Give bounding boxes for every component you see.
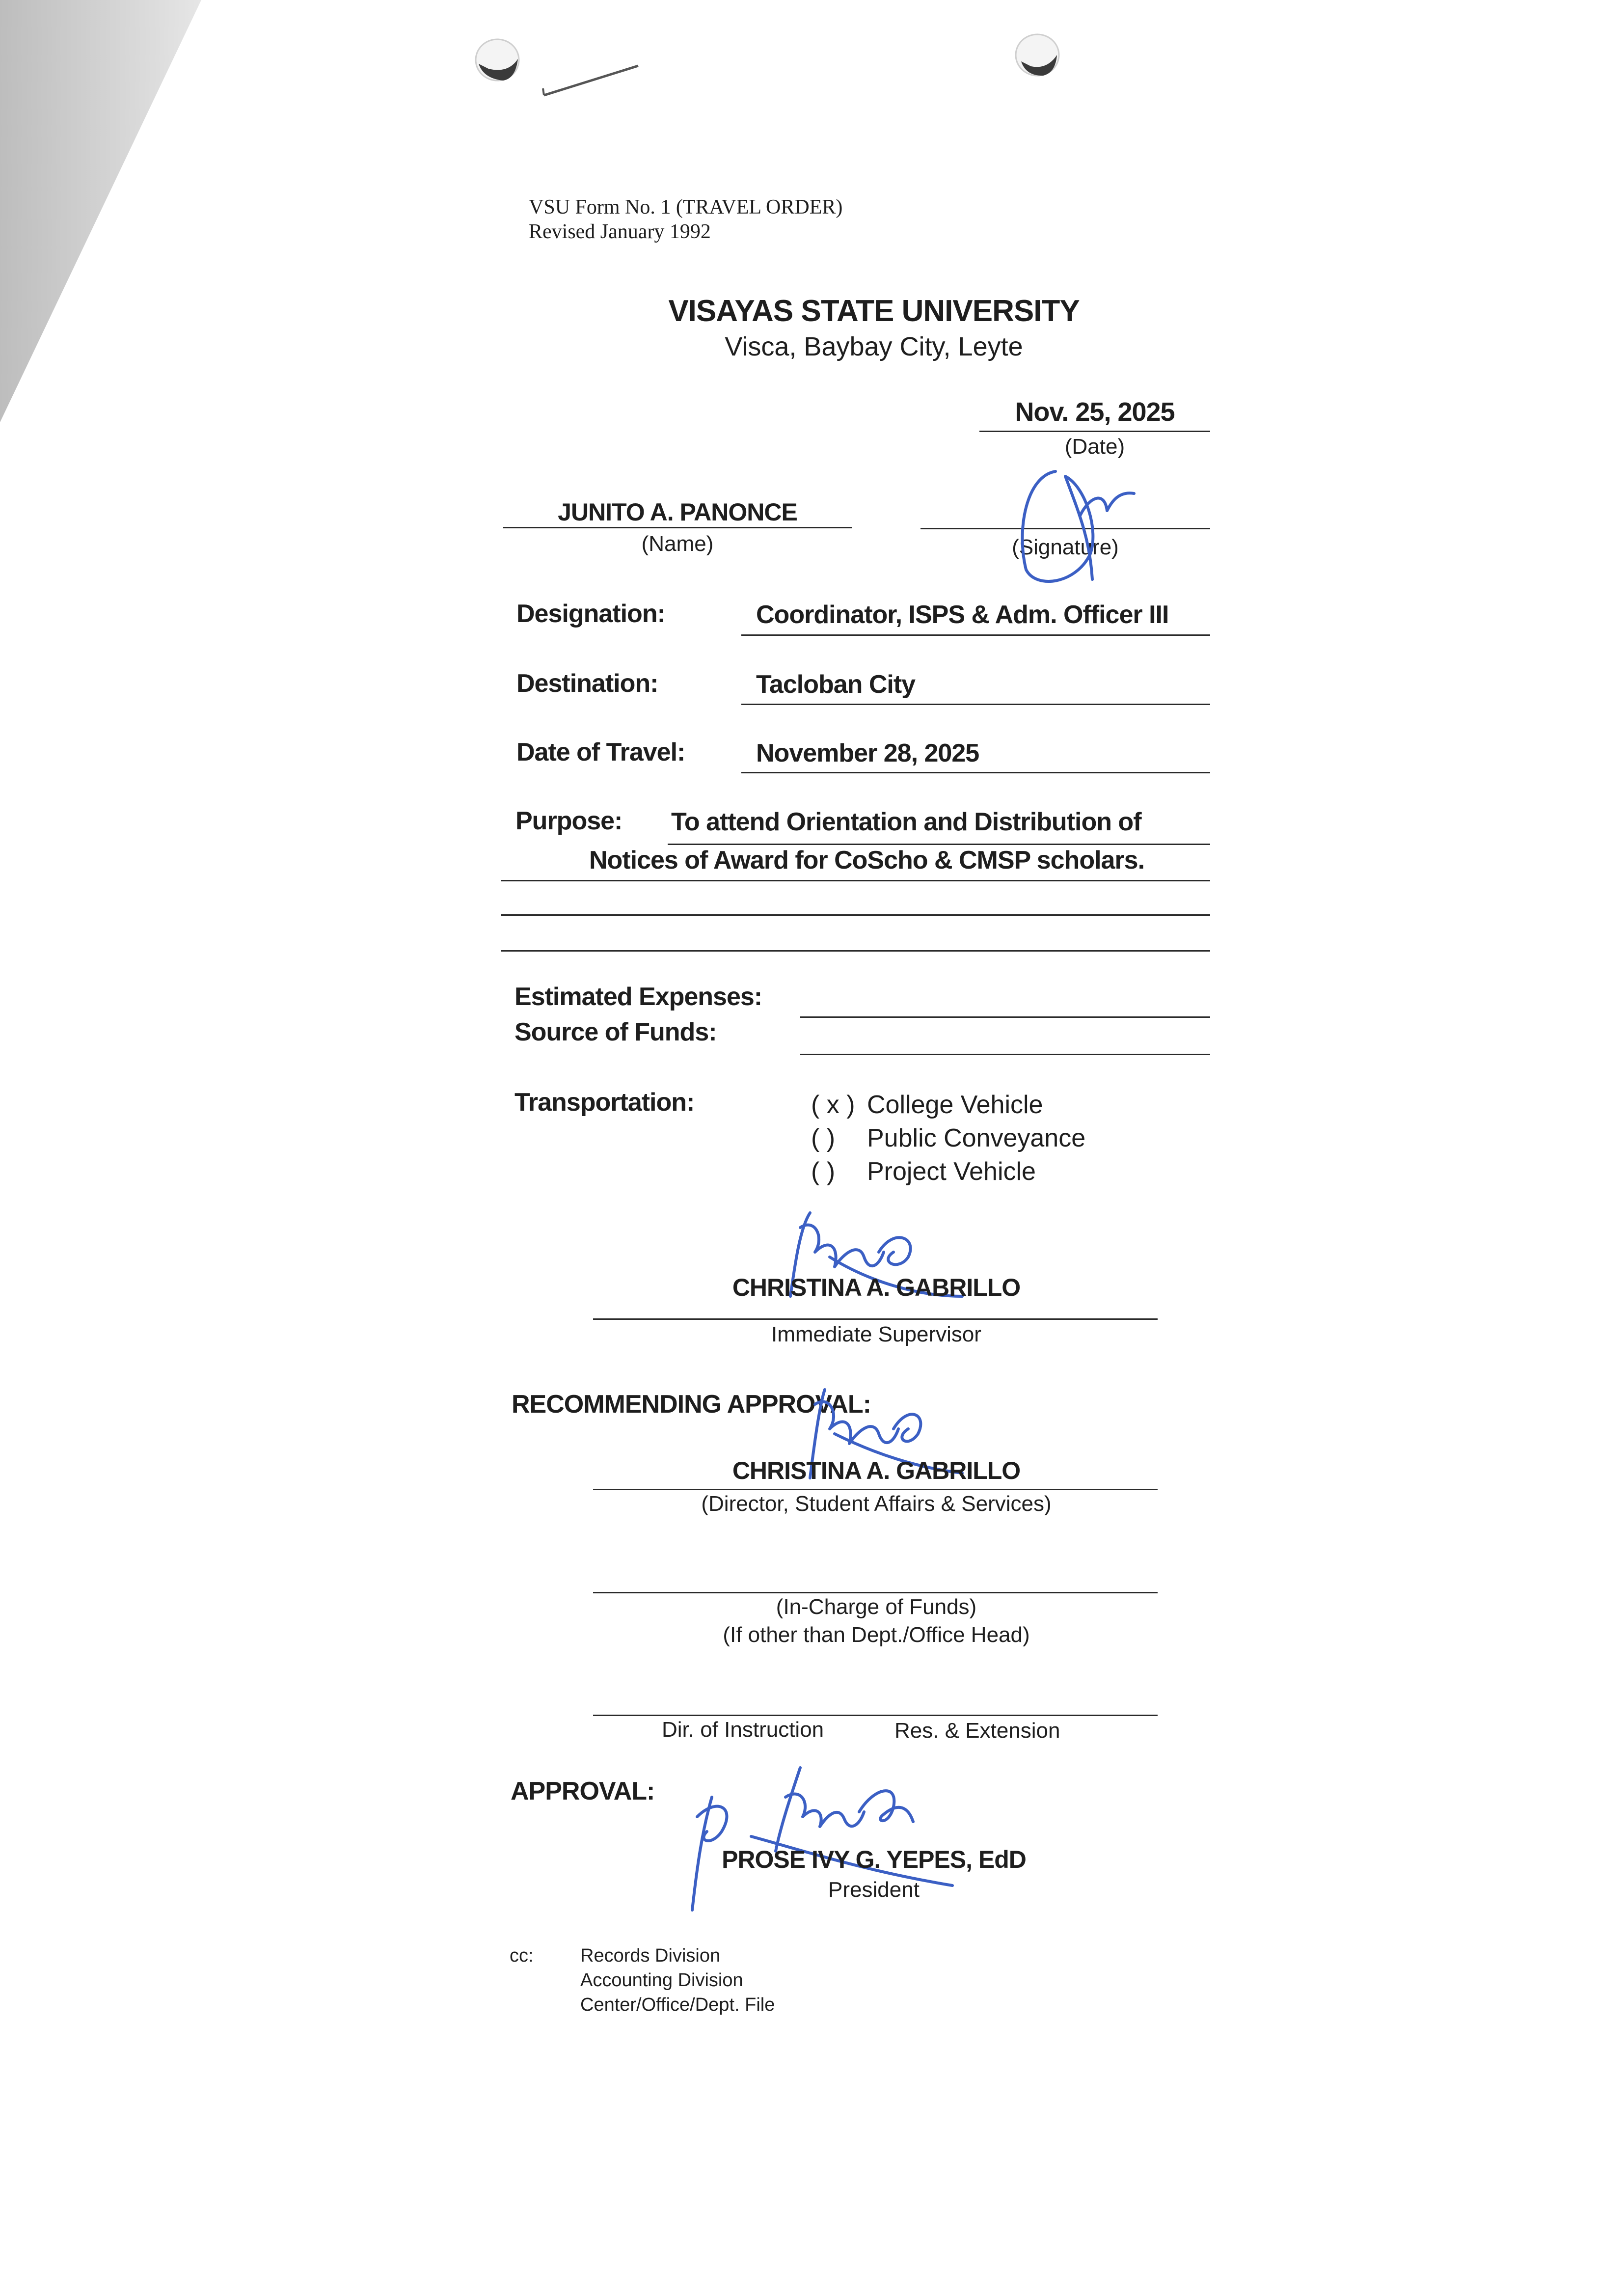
- punch-hole-right: [1009, 25, 1068, 83]
- destination-value: Tacloban City: [756, 670, 916, 699]
- name-line: [503, 527, 852, 528]
- university-name: VISAYAS STATE UNIVERSITY: [668, 294, 1080, 328]
- cc-item-accounting: Accounting Division: [580, 1970, 743, 1991]
- date-caption: (Date): [1064, 435, 1125, 459]
- supervisor-name: CHRISTINA A. GABRILLO: [732, 1274, 1021, 1301]
- purpose-line-2: Notices of Award for CoScho & CMSP scholars.: [589, 846, 1145, 875]
- recommending-approval-label: RECOMMENDING APPROVAL:: [512, 1390, 871, 1419]
- destination-label: Destination:: [516, 669, 658, 698]
- signature-caption: (Signature): [1012, 535, 1119, 559]
- cc-item-records: Records Division: [580, 1945, 721, 1966]
- purpose-label: Purpose:: [515, 807, 623, 835]
- cc-item-file: Center/Office/Dept. File: [580, 1995, 775, 2015]
- recommending-title: (Director, Student Affairs & Services): [701, 1492, 1052, 1516]
- directors-line: [593, 1715, 1158, 1716]
- supervisor-title: Immediate Supervisor: [771, 1322, 981, 1346]
- designation-value: Coordinator, ISPS & Adm. Officer III: [756, 601, 1169, 629]
- recommending-line: [593, 1489, 1158, 1490]
- estimated-expenses-line: [800, 1016, 1210, 1018]
- president-title: President: [828, 1878, 920, 1902]
- transport-mark-project: ( ): [811, 1157, 836, 1186]
- transportation-label: Transportation:: [514, 1088, 695, 1117]
- purpose-underline-2: [501, 880, 1210, 881]
- date-of-travel-line: [741, 772, 1210, 773]
- date-value: Nov. 25, 2025: [1015, 397, 1175, 427]
- university-address: Visca, Baybay City, Leyte: [725, 332, 1023, 361]
- traveler-signature: [1006, 457, 1149, 594]
- scan-shadow: [0, 0, 206, 442]
- funds-caption-1: (In-Charge of Funds): [776, 1595, 977, 1619]
- purpose-underline-4: [501, 950, 1210, 952]
- transport-option-public: Public Conveyance: [867, 1124, 1086, 1152]
- approval-label: APPROVAL:: [511, 1777, 655, 1805]
- president-name: PROSE IVY G. YEPES, EdD: [722, 1846, 1026, 1873]
- form-number: VSU Form No. 1 (TRAVEL ORDER): [529, 196, 843, 219]
- date-line: [979, 431, 1210, 432]
- estimated-expenses-label: Estimated Expenses:: [514, 983, 762, 1011]
- name-caption: (Name): [641, 532, 714, 556]
- transport-option-college: College Vehicle: [867, 1091, 1043, 1119]
- date-of-travel-value: November 28, 2025: [756, 739, 979, 767]
- date-of-travel-label: Date of Travel:: [516, 738, 685, 766]
- designation-line: [741, 634, 1210, 636]
- dir-instruction-caption: Dir. of Instruction: [662, 1718, 824, 1742]
- transport-mark-public: ( ): [811, 1124, 836, 1152]
- transport-mark-college: ( x ): [811, 1091, 855, 1119]
- source-of-funds-label: Source of Funds:: [514, 1018, 717, 1046]
- punch-hole-left: [469, 29, 528, 88]
- supervisor-line: [593, 1318, 1158, 1320]
- transport-option-project: Project Vehicle: [867, 1157, 1036, 1186]
- res-extension-caption: Res. & Extension: [894, 1719, 1060, 1743]
- destination-line: [741, 704, 1210, 705]
- staple-mark: [540, 58, 643, 102]
- cc-label: cc:: [510, 1945, 534, 1966]
- purpose-underline-3: [501, 914, 1210, 916]
- form-revised: Revised January 1992: [529, 220, 711, 243]
- designation-label: Designation:: [516, 600, 665, 628]
- funds-line: [593, 1592, 1158, 1593]
- source-of-funds-line: [800, 1054, 1210, 1055]
- traveler-name: JUNITO A. PANONCE: [558, 498, 797, 526]
- purpose-line-1: To attend Orientation and Distribution of: [671, 808, 1141, 836]
- funds-caption-2: (If other than Dept./Office Head): [723, 1623, 1030, 1647]
- purpose-underline-1: [668, 844, 1210, 845]
- recommending-name: CHRISTINA A. GABRILLO: [732, 1457, 1021, 1484]
